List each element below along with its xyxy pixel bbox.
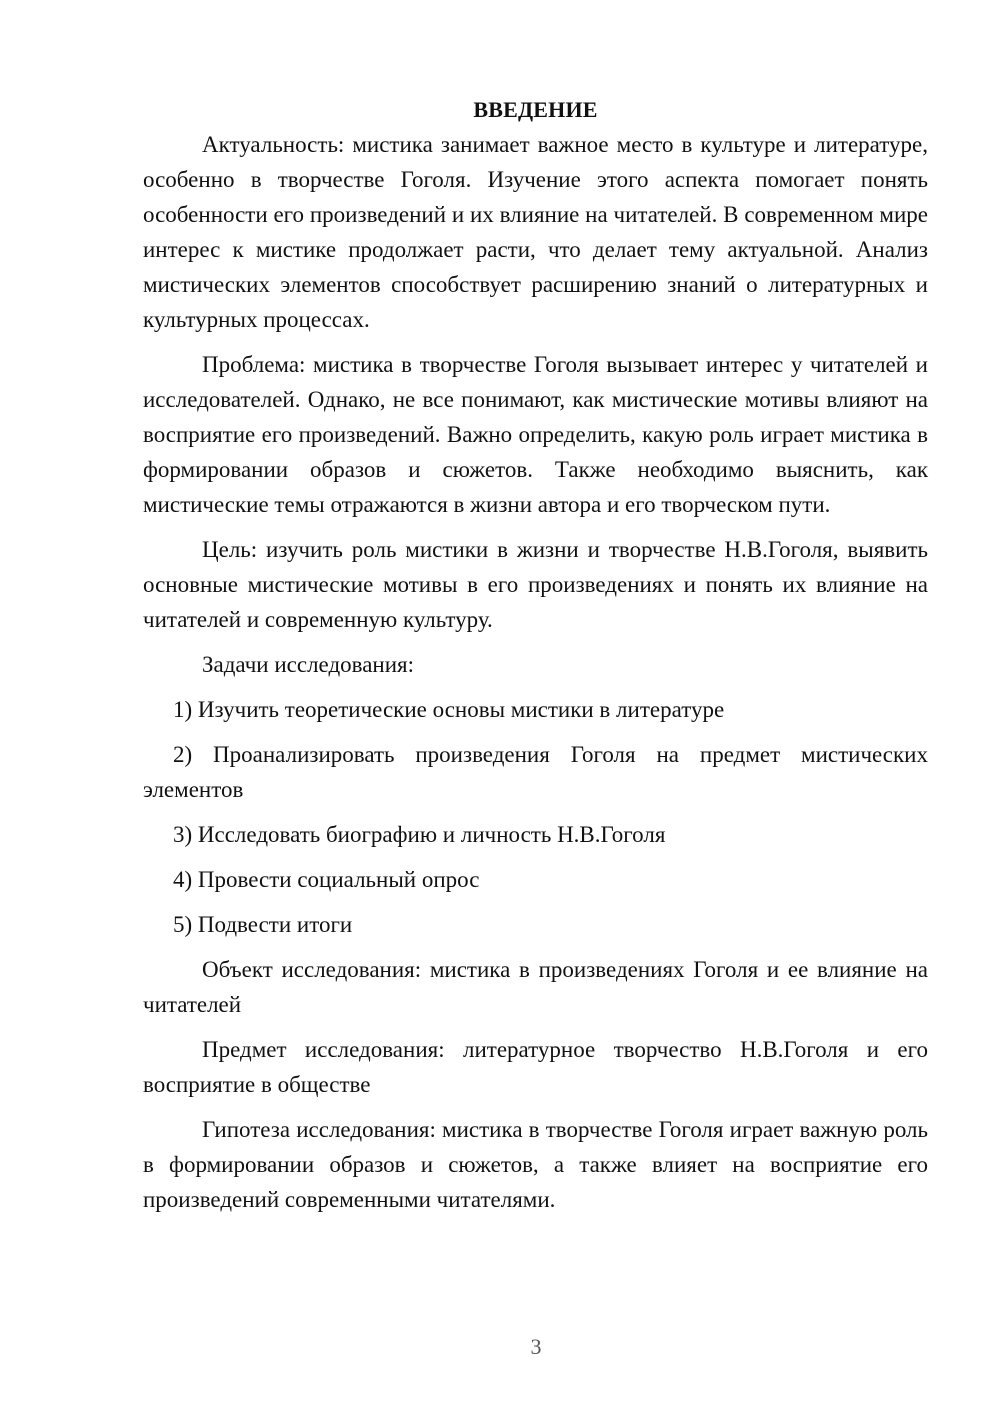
hypothesis-paragraph: Гипотеза исследования: мистика в творчестве Гоголя играет важную роль в формировании образов и сюжетов, а также влияет на восприятие его произведений современными читателями. <box>143 1117 928 1212</box>
object-paragraph: Объект исследования: мистика в произведениях Гоголя и ее влияние на читателей <box>143 957 928 1017</box>
relevance-paragraph: Актуальность: мистика занимает важное место в культуре и литературе, особенно в творчестве Гоголя. Изучение этого аспекта помогает понять особенности его произведений и их влияние на читателей. В современном мире интерес к мистике продолжает расти, что делает тему актуальной. Анализ мистических элементов способствует расширению знаний о литературных и культурных процессах. <box>143 132 928 332</box>
problem-paragraph: Проблема: мистика в творчестве Гоголя вызывает интерес у читателей и исследователей. Однако, не все понимают, как мистические мотивы влияют на восприятие его произведений. Важно определить, какую роль играет мистика в формировании образов и сюжетов. Также необходимо выяснить, как мистические темы отражаются в жизни автора и его творческом пути. <box>143 352 928 517</box>
page-content <box>143 92 928 1217</box>
task-item: 1) Изучить теоретические основы мистики в литературе <box>173 697 725 722</box>
task-item: 5) Подвести итоги <box>173 912 353 937</box>
task-item: 4) Провести социальный опрос <box>173 867 480 892</box>
goal-paragraph: Цель: изучить роль мистики в жизни и творчестве Н.В.Гоголя, выявить основные мистические мотивы в его произведениях и понять их влияние на читателей и современную культуру. <box>143 537 928 632</box>
task-item: 3) Исследовать биографию и личность Н.В.Гоголя <box>173 822 666 847</box>
tasks-heading: Задачи исследования: <box>202 652 415 677</box>
section-title: ВВЕДЕНИЕ <box>473 97 598 122</box>
page-number: 3 <box>530 1334 542 1359</box>
subject-paragraph: Предмет исследования: литературное творчество Н.В.Гоголя и его восприятие в обществе <box>143 1037 928 1097</box>
task-item: 2) Проанализировать произведения Гоголя на предмет мистических элементов <box>143 742 928 802</box>
